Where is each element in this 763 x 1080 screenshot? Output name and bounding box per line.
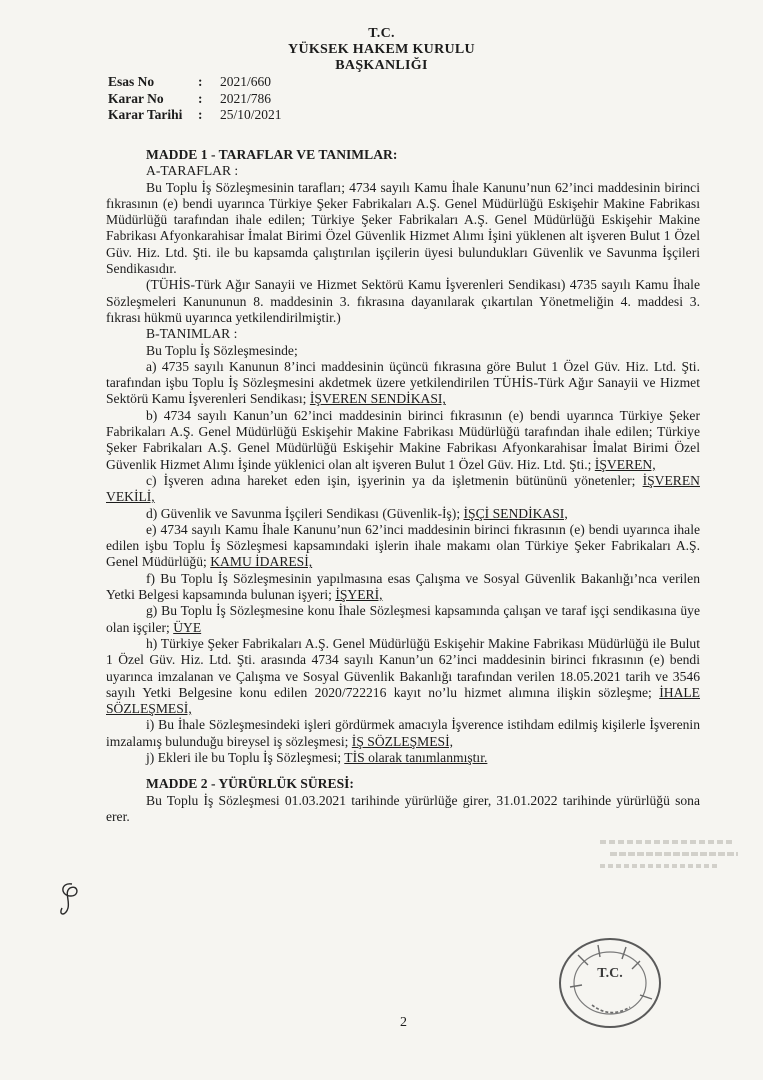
meta-row-karar-tarihi — [108, 107, 282, 124]
a-paragraph-2: (TÜHİS-Türk Ağır Sanayii ve Hizmet Sektörü Kamu İşverenleri Sendikası) 4735 sayılı Kamu İhale Sözleşmeleri Kanununun 8. maddesinin 3. fıkrasına dayanılarak çıkartılan Yönetmeliğin 4. maddesi 3. fıkrası hükmü uyarınca yetkilendirilmiştir.) — [106, 277, 700, 325]
handwritten-initial — [54, 880, 88, 920]
b-heading: B-TANIMLAR : — [146, 326, 238, 342]
a-paragraph-1: Bu Toplu İş Sözleşmesinin tarafları; 4734 sayılı Kamu İhale Kanunu’nun 62’inci maddesinin birinci fıkrasının (e) bendi uyarınca Türkiye Şeker Fabrikaları A.Ş. Genel Müdürlüğü Eskişehir Makine Fabrikası Müdürlüğü tarafından ihale edilen; Türkiye Şeker Fabrikaları A.Ş. Genel Müdürlüğü Eskişehir Makine Fabrikası Afyonkarahisar İmalat Birimi Özel Güvenlik Hizmet Alımı İşini yüklenen alt işveren Bulut 1 Özel Güv. Hiz. Ltd. Şti. ile bu kapsamda çalıştırılan işçilerin üyesi bulundukları Güvenlik ve Savunma İşçileri Sendikasıdır. — [106, 179, 700, 277]
defined-term: İŞ SÖZLEŞMESİ, — [351, 733, 454, 749]
case-metadata — [108, 74, 282, 124]
definition-item: i) Bu İhale Sözleşmesindeki işleri gördürmek amacıyla İşverence istihdam edilmiş kişilerle İşverenin imzalamış bulunduğu bireysel iş sözleşmesi; İŞ SÖZLEŞMESİ, — [106, 717, 700, 749]
defined-term: İŞVEREN VEKİLİ, — [106, 472, 700, 505]
meta-row-karar — [108, 91, 282, 108]
defined-term: KAMU İDARESİ, — [210, 554, 313, 570]
definition-item: a) 4735 sayılı Kanunun 8’inci maddesinin üçüncü fıkrasına göre Bulut 1 Özel Güv. Hiz. Ltd. Şti. tarafından işbu Toplu İş Sözleşmesini akdetmek üzere yetkilendirilen TÜHİS-Türk Ağır Sanayii ve Hizmet Sektörü Kamu İşverenleri Sendikası; İŞVEREN SENDİKASI, — [106, 358, 700, 407]
official-seal — [548, 925, 668, 1035]
meta-sep: : — [198, 90, 203, 106]
b-intro: Bu Toplu İş Sözleşmesinde; — [146, 342, 298, 358]
page-number: 2 — [400, 1015, 407, 1030]
header-tc: T.C. — [368, 26, 395, 41]
meta-value: 2021/660 — [220, 74, 272, 89]
defined-term: ÜYE — [173, 619, 202, 635]
definition-item: j) Ekleri ile bu Toplu İş Sözleşmesi; TİS olarak tanımlanmıştır. — [146, 749, 488, 765]
defined-term: İŞYERİ, — [335, 587, 383, 603]
defined-term: İŞÇİ SENDİKASI, — [463, 505, 568, 521]
meta-row-esas — [108, 74, 282, 91]
definition-item: e) 4734 sayılı Kamu İhale Kanunu’nun 62’inci maddesinin birinci fıkrasının (e) bendi uyarınca ihale edilen işbu Toplu İş Sözleşmesi kapsamındaki işlerin ihale makamı olan Türkiye Şeker Fabrikaları A.Ş. Genel Müdürlüğü; KAMU İDARESİ, — [106, 521, 700, 570]
meta-sep: : — [198, 74, 203, 89]
madde-2-title: MADDE 2 - YÜRÜRLÜK SÜRESİ: — [146, 776, 354, 792]
definition-item: h) Türkiye Şeker Fabrikaları A.Ş. Genel Müdürlüğü Eskişehir Makine Fabrikası Müdürlüğü ile Bulut 1 Özel Güv. Hiz. Ltd. Şti. arasında 4734 sayılı Kanun’un 62’inci maddesinin birinci fıkrasının (e) bendi uyarınca imzalanan ve Çalışma ve Sosyal Güvenlik Bakanlığı tarafından verilen 18.05.2021 tarih ve 3546 sayılı Yetki Belgesine konu edilen 2020/722216 kayıt no’lu hizmet alımına ilişkin sözleşme; İHALE SÖZLEŞMESİ, — [106, 635, 700, 717]
seal-text: T.C. — [597, 966, 623, 981]
meta-label: Karar No — [108, 90, 164, 106]
meta-value: 25/10/2021 — [220, 107, 282, 122]
definition-item: b) 4734 sayılı Kanun’un 62’inci maddesinin birinci fıkrasının (e) bendi uyarınca Türkiye Şeker Fabrikaları A.Ş. Genel Müdürlüğü Eskişehir Makine Fabrikası Müdürlüğü tarafından ihale edilen; Türkiye Şeker Fabrikaları A.Ş. Genel Müdürlüğü Eskişehir Makine Fabrikası Afyonkarahisar İmalat Birimi Özel Güvenlik Hizmet Alımı İşinde yüklenici olan alt işveren Bulut 1 Özel Güv. Hiz. Ltd. Şti.; İŞVEREN, — [106, 407, 700, 472]
definition-item: f) Bu Toplu İş Sözleşmesinin yapılmasına esas Çalışma ve Sosyal Güvenlik Bakanlığı’nca verilen Yetki Belgesi kapsamında bulunan işyeri; İŞYERİ, — [106, 570, 700, 603]
document-body — [106, 147, 700, 825]
meta-label: Karar Tarihi — [108, 107, 183, 122]
defined-term: İHALE SÖZLEŞMESİ, — [106, 684, 700, 717]
madde-2-text: Bu Toplu İş Sözleşmesi 01.03.2021 tarihinde yürürlüğe girer, 31.01.2022 tarihinde yürürlüğü sona erer. — [106, 792, 700, 824]
header-office: BAŞKANLIĞI — [335, 58, 428, 73]
header-institution: YÜKSEK HAKEM KURULU — [288, 42, 475, 57]
defined-term: İŞVEREN SENDİKASI, — [309, 391, 446, 407]
definition-item: g) Bu Toplu İş Sözleşmesine konu İhale Sözleşmesi kapsamında çalışan ve taraf işçi sendikasına üye olan işçiler; ÜYE — [106, 603, 700, 635]
definition-item: d) Güvenlik ve Savunma İşçileri Sendikası (Güvenlik-İş); İŞÇİ SENDİKASI, — [146, 505, 568, 521]
bleed-through-marks — [600, 838, 740, 901]
definition-item: c) İşveren adına hareket eden işin, işyerinin ya da işletmenin bütününü yönetenler; İŞVEREN VEKİLİ, — [106, 472, 700, 505]
meta-sep: : — [198, 107, 203, 122]
meta-value: 2021/786 — [220, 90, 272, 106]
meta-label: Esas No — [108, 74, 155, 89]
a-heading: A-TARAFLAR : — [146, 163, 239, 179]
defined-term: İŞVEREN, — [594, 456, 656, 472]
madde-1-title: MADDE 1 - TARAFLAR VE TANIMLAR: — [146, 147, 398, 162]
defined-term: TİS olarak tanımlanmıştır. — [344, 749, 488, 765]
